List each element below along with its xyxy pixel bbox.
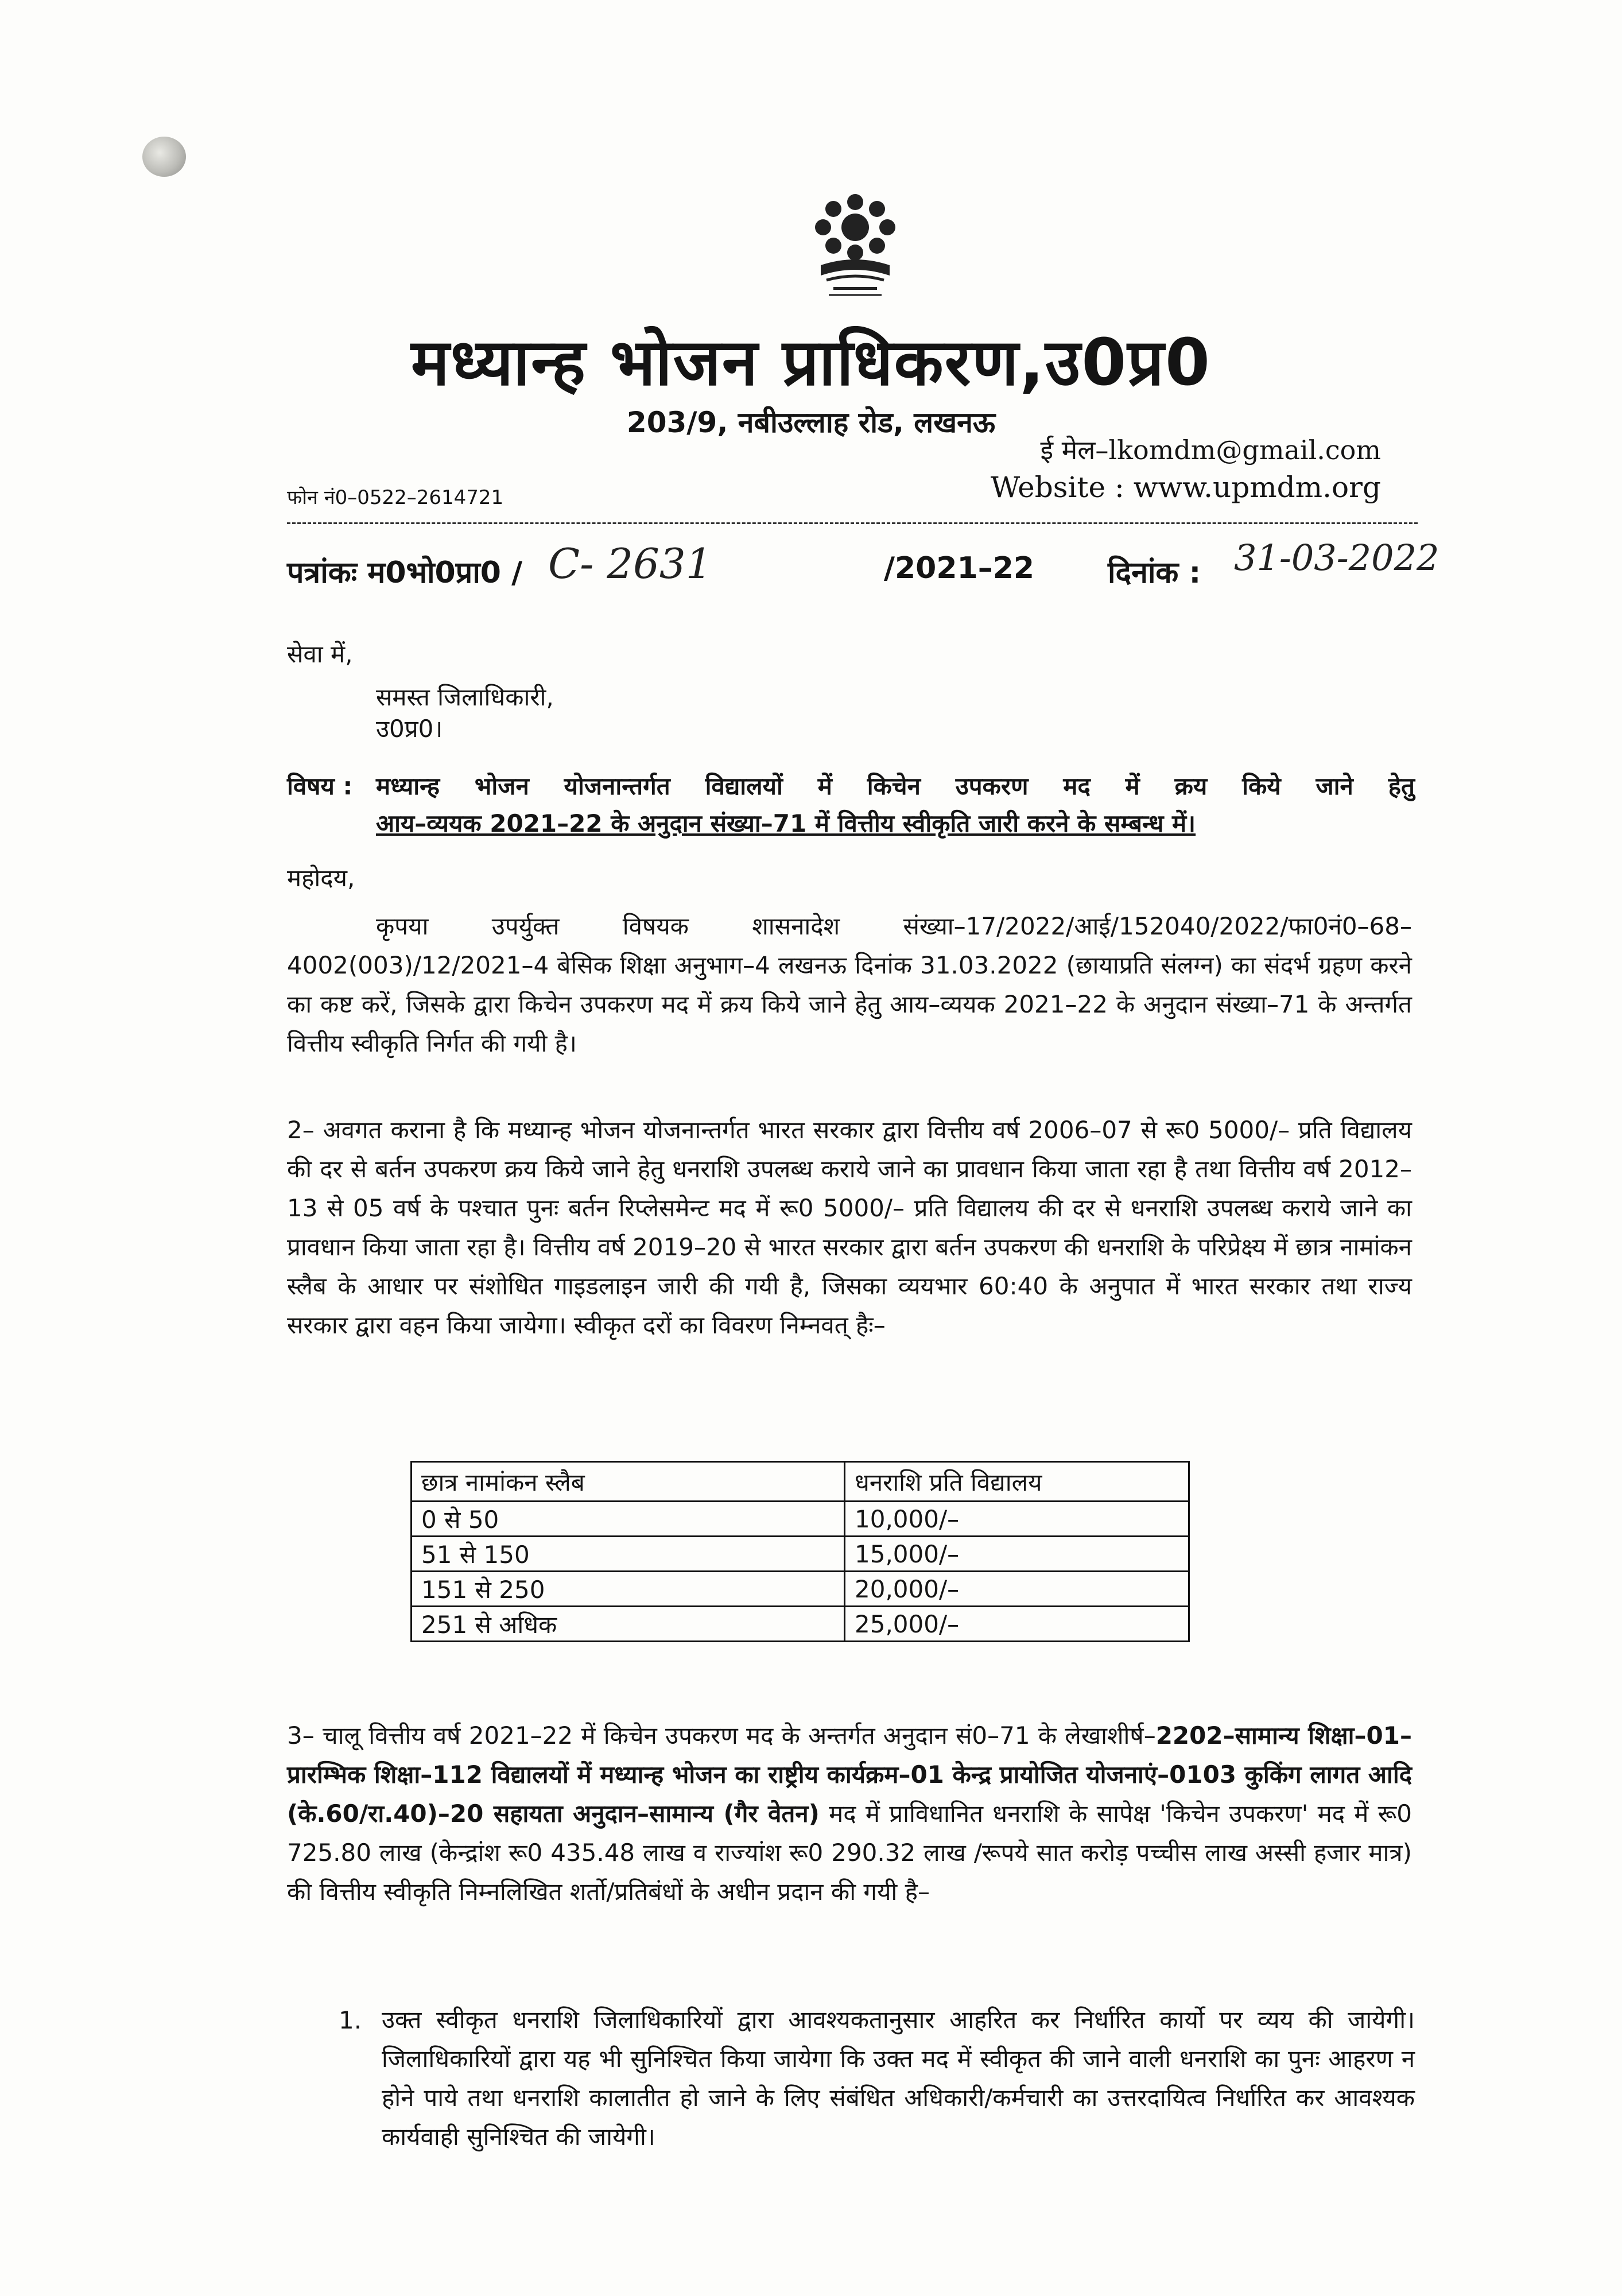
date-label: दिनांक : xyxy=(1108,556,1201,590)
amount-cell: 20,000/– xyxy=(845,1572,1189,1607)
org-title: मध्यान्ह भोजन प्राधिकरण,उ0प्र0 xyxy=(411,325,1211,400)
paragraph-3-tail: मद में प्राविधानित धनराशि के सापेक्ष 'किचेन उपकरण' मद में रू0 725.80 लाख (केन्द्रांश रू0 435.48 लाख व राज्यांश रू0 290.32 लाख /रूपये सात करोड़ पच्चीस लाख अस्सी हजार मात्र) की वित्तीय स्वीकृति निम्नलिखित शर्तो/प्रतिबंधों के अधीन प्रदान की गयी है– xyxy=(287,1799,1412,1906)
header-amount: धनराशि प्रति विद्यालय xyxy=(845,1462,1189,1502)
subject-line1: मध्यान्ह भोजन योजनान्तर्गत विद्यालयों में किचेन उपकरण मद में क्रय किये जाने हेतु xyxy=(376,772,1415,800)
subject-label: विषय : xyxy=(287,772,353,800)
account-head: 2202–सामान्य शिक्षा–01–प्रारम्भिक शिक्षा–112 विद्यालयों में मध्यान्ह भोजन का राष्ट्रीय कार्यक्रम–01 केन्द्र प्रायोजित योजनाएं–0103 कुकिंग लागत आदि (के.60/रा.40)–20 सहायता अनुदान–सामान्य (गैर वेतन) xyxy=(287,1721,1412,1828)
header-slab: छात्र नामांकन स्लैब xyxy=(412,1462,845,1502)
header-divider xyxy=(287,522,1418,524)
table-row xyxy=(412,1537,1189,1572)
condition-1-text: उक्त स्वीकृत धनराशि जिलाधिकारियों द्वारा आवश्यकतानुसार आहरित कर निर्धारित कार्यो पर व्यय की जायेगी। जिलाधिकारियों द्वारा यह भी सुनिश्चित किया जायेगा कि उक्त मद में स्वीकृत की जाने वाली धनराशि का पुनः आहरण न होने पाये तथा धनराशि कालातीत हो जाने के लिए संबंधित अधिकारी/कर्मचारी का उत्तरदायित्व निर्धारित कर आवश्यक कार्यवाही सुनिश्चित की जायेगी। xyxy=(382,2006,1415,2151)
amount-cell: 10,000/– xyxy=(845,1502,1189,1537)
paragraph-3 xyxy=(287,1716,1412,1911)
org-address: 203/9, नबीउल्लाह रोड, लखनऊ xyxy=(626,406,996,439)
enrolment-slab-table xyxy=(410,1461,1190,1642)
table-row xyxy=(412,1607,1189,1642)
slab-cell: 251 से अधिक xyxy=(412,1607,845,1642)
paragraph-2: 2– अवगत कराना है कि मध्यान्ह भोजन योजनान्तर्गत भारत सरकार द्वारा वित्तीय वर्ष 2006–07 से रू0 5000/– प्रति विद्यालय की दर से बर्तन उपकरण क्रय किये जाने हेतु धनराशि उपलब्ध कराये जाने का प्रावधान किया जाता रहा है तथा वित्तीय वर्ष 2012–13 से 05 वर्ष के पश्चात पुनः बर्तन रिप्लेसमेन्ट मद में रू0 5000/– प्रति विद्यालय की दर से धनराशि उपलब्ध कराये जाने का प्रावधान किया जाता रहा है। वित्तीय वर्ष 2019–20 से भारत सरकार द्वारा बर्तन उपकरण की धनराशि के परिप्रेक्ष्य में छात्र नामांकन स्लैब के आधार पर संशोधित गाइडलाइन जारी की गयी है, जिसका व्ययभार 60:40 के अनुपात में भारत सरकार तथा राज्य सरकार द्वारा वहन किया जायेगा। स्वीकृत दरों का विवरण निम्नवत् हैः– xyxy=(287,1116,1412,1339)
ref-number-handwritten: C- 2631 xyxy=(548,540,712,588)
salutation: सेवा में, xyxy=(287,640,353,668)
slab-cell: 51 से 150 xyxy=(412,1537,845,1572)
mdm-logo xyxy=(769,189,941,321)
ref-label: पत्रांकः म0भो0प्रा0 / xyxy=(287,556,523,590)
table-row xyxy=(412,1502,1189,1537)
amount-cell: 25,000/– xyxy=(845,1607,1189,1642)
org-phone: फोन नं0–0522–2614721 xyxy=(287,486,504,509)
org-website: Website : www.upmdm.org xyxy=(990,471,1381,504)
slab-cell: 151 से 250 xyxy=(412,1572,845,1607)
punch-hole xyxy=(142,137,186,177)
table-header-row xyxy=(412,1462,1189,1502)
slab-cell: 0 से 50 xyxy=(412,1502,845,1537)
paragraph-1: कृपया उपर्युक्त विषयक शासनादेश संख्या–17/2022/आई/152040/2022/फा0नं0–68–4002(003)/12/2021–4 बेसिक शिक्षा अनुभाग–4 लखनऊ दिनांक 31.03.2022 (छायाप्रति संलग्न) का संदर्भ ग्रहण करने का कष्ट करें, जिसके द्वारा किचेन उपकरण मद में क्रय किये जाने हेतु आय–व्ययक 2021–22 के अनुदान संख्या–71 के अन्तर्गत वित्तीय स्वीकृति निर्गत की गयी है। xyxy=(287,912,1412,1057)
recipient-line1: समस्त जिलाधिकारी, xyxy=(376,683,554,711)
table-row xyxy=(412,1572,1189,1607)
date-handwritten: 31-03-2022 xyxy=(1234,537,1439,579)
ref-year: /2021–22 xyxy=(884,551,1035,585)
subject-line2: आय–व्ययक 2021–22 के अनुदान संख्या–71 में वित्तीय स्वीकृति जारी करने के सम्बन्ध में। xyxy=(376,809,1196,837)
amount-cell: 15,000/– xyxy=(845,1537,1189,1572)
condition-1-number: 1. xyxy=(339,2006,362,2034)
paragraph-3-lead: 3– चालू वित्तीय वर्ष 2021–22 में किचेन उपकरण मद के अन्तर्गत अनुदान सं0–71 के लेखाशीर्ष– xyxy=(287,1721,1156,1750)
greeting: महोदय, xyxy=(287,864,355,892)
org-email: ई मेल–lkomdm@gmail.com xyxy=(1040,435,1381,466)
recipient-line2: उ0प्र0। xyxy=(376,715,443,743)
